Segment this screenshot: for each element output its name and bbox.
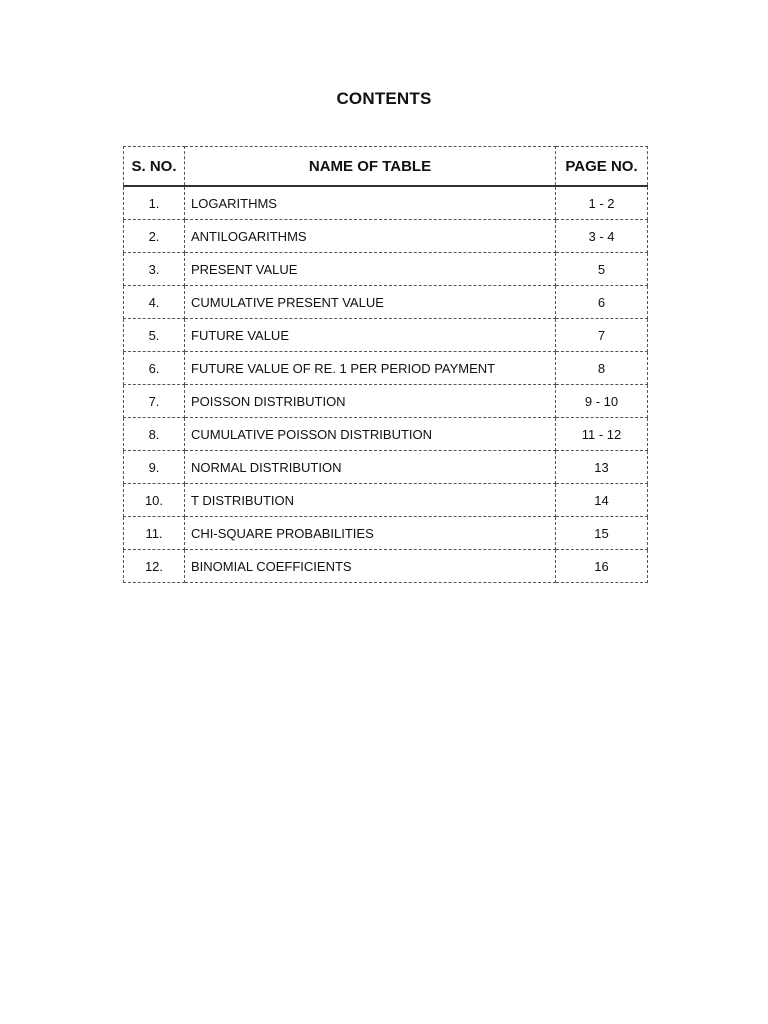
cell-page: 3 - 4	[556, 220, 648, 253]
cell-sno: 8.	[124, 418, 185, 451]
cell-sno: 3.	[124, 253, 185, 286]
table-row	[124, 286, 648, 319]
cell-sno: 7.	[124, 385, 185, 418]
cell-page: 15	[556, 517, 648, 550]
cell-name: CUMULATIVE PRESENT VALUE	[185, 286, 556, 319]
cell-sno: 2.	[124, 220, 185, 253]
contents-table	[123, 146, 648, 583]
table-row	[124, 253, 648, 286]
cell-page: 9 - 10	[556, 385, 648, 418]
table-row	[124, 186, 648, 220]
cell-name: LOGARITHMS	[185, 186, 556, 220]
cell-name: FUTURE VALUE	[185, 319, 556, 352]
table-row	[124, 484, 648, 517]
table-row	[124, 352, 648, 385]
cell-page: 6	[556, 286, 648, 319]
page-title: CONTENTS	[336, 89, 432, 108]
table-row	[124, 418, 648, 451]
cell-sno: 9.	[124, 451, 185, 484]
cell-name: FUTURE VALUE OF RE. 1 PER PERIOD PAYMENT	[185, 352, 556, 385]
header-name: NAME OF TABLE	[185, 147, 556, 187]
cell-page: 13	[556, 451, 648, 484]
table-row	[124, 220, 648, 253]
cell-name: ANTILOGARITHMS	[185, 220, 556, 253]
header-row	[124, 147, 648, 187]
cell-name: NORMAL DISTRIBUTION	[185, 451, 556, 484]
table-row	[124, 319, 648, 352]
cell-sno: 1.	[124, 186, 185, 220]
cell-page: 16	[556, 550, 648, 583]
table-row	[124, 451, 648, 484]
cell-name: PRESENT VALUE	[185, 253, 556, 286]
cell-name: CUMULATIVE POISSON DISTRIBUTION	[185, 418, 556, 451]
cell-name: CHI-SQUARE PROBABILITIES	[185, 517, 556, 550]
cell-page: 5	[556, 253, 648, 286]
cell-name: BINOMIAL COEFFICIENTS	[185, 550, 556, 583]
cell-page: 11 - 12	[556, 418, 648, 451]
cell-sno: 10.	[124, 484, 185, 517]
table-header	[124, 147, 648, 187]
cell-name: T DISTRIBUTION	[185, 484, 556, 517]
table-row	[124, 550, 648, 583]
cell-name: POISSON DISTRIBUTION	[185, 385, 556, 418]
cell-page: 14	[556, 484, 648, 517]
header-sno: S. NO.	[124, 147, 185, 187]
cell-sno: 6.	[124, 352, 185, 385]
cell-page: 1 - 2	[556, 186, 648, 220]
cell-sno: 5.	[124, 319, 185, 352]
cell-sno: 11.	[124, 517, 185, 550]
cell-page: 7	[556, 319, 648, 352]
cell-sno: 4.	[124, 286, 185, 319]
cell-page: 8	[556, 352, 648, 385]
table-body	[124, 186, 648, 583]
header-page: PAGE NO.	[556, 147, 648, 187]
table-row	[124, 385, 648, 418]
table-row	[124, 517, 648, 550]
cell-sno: 12.	[124, 550, 185, 583]
